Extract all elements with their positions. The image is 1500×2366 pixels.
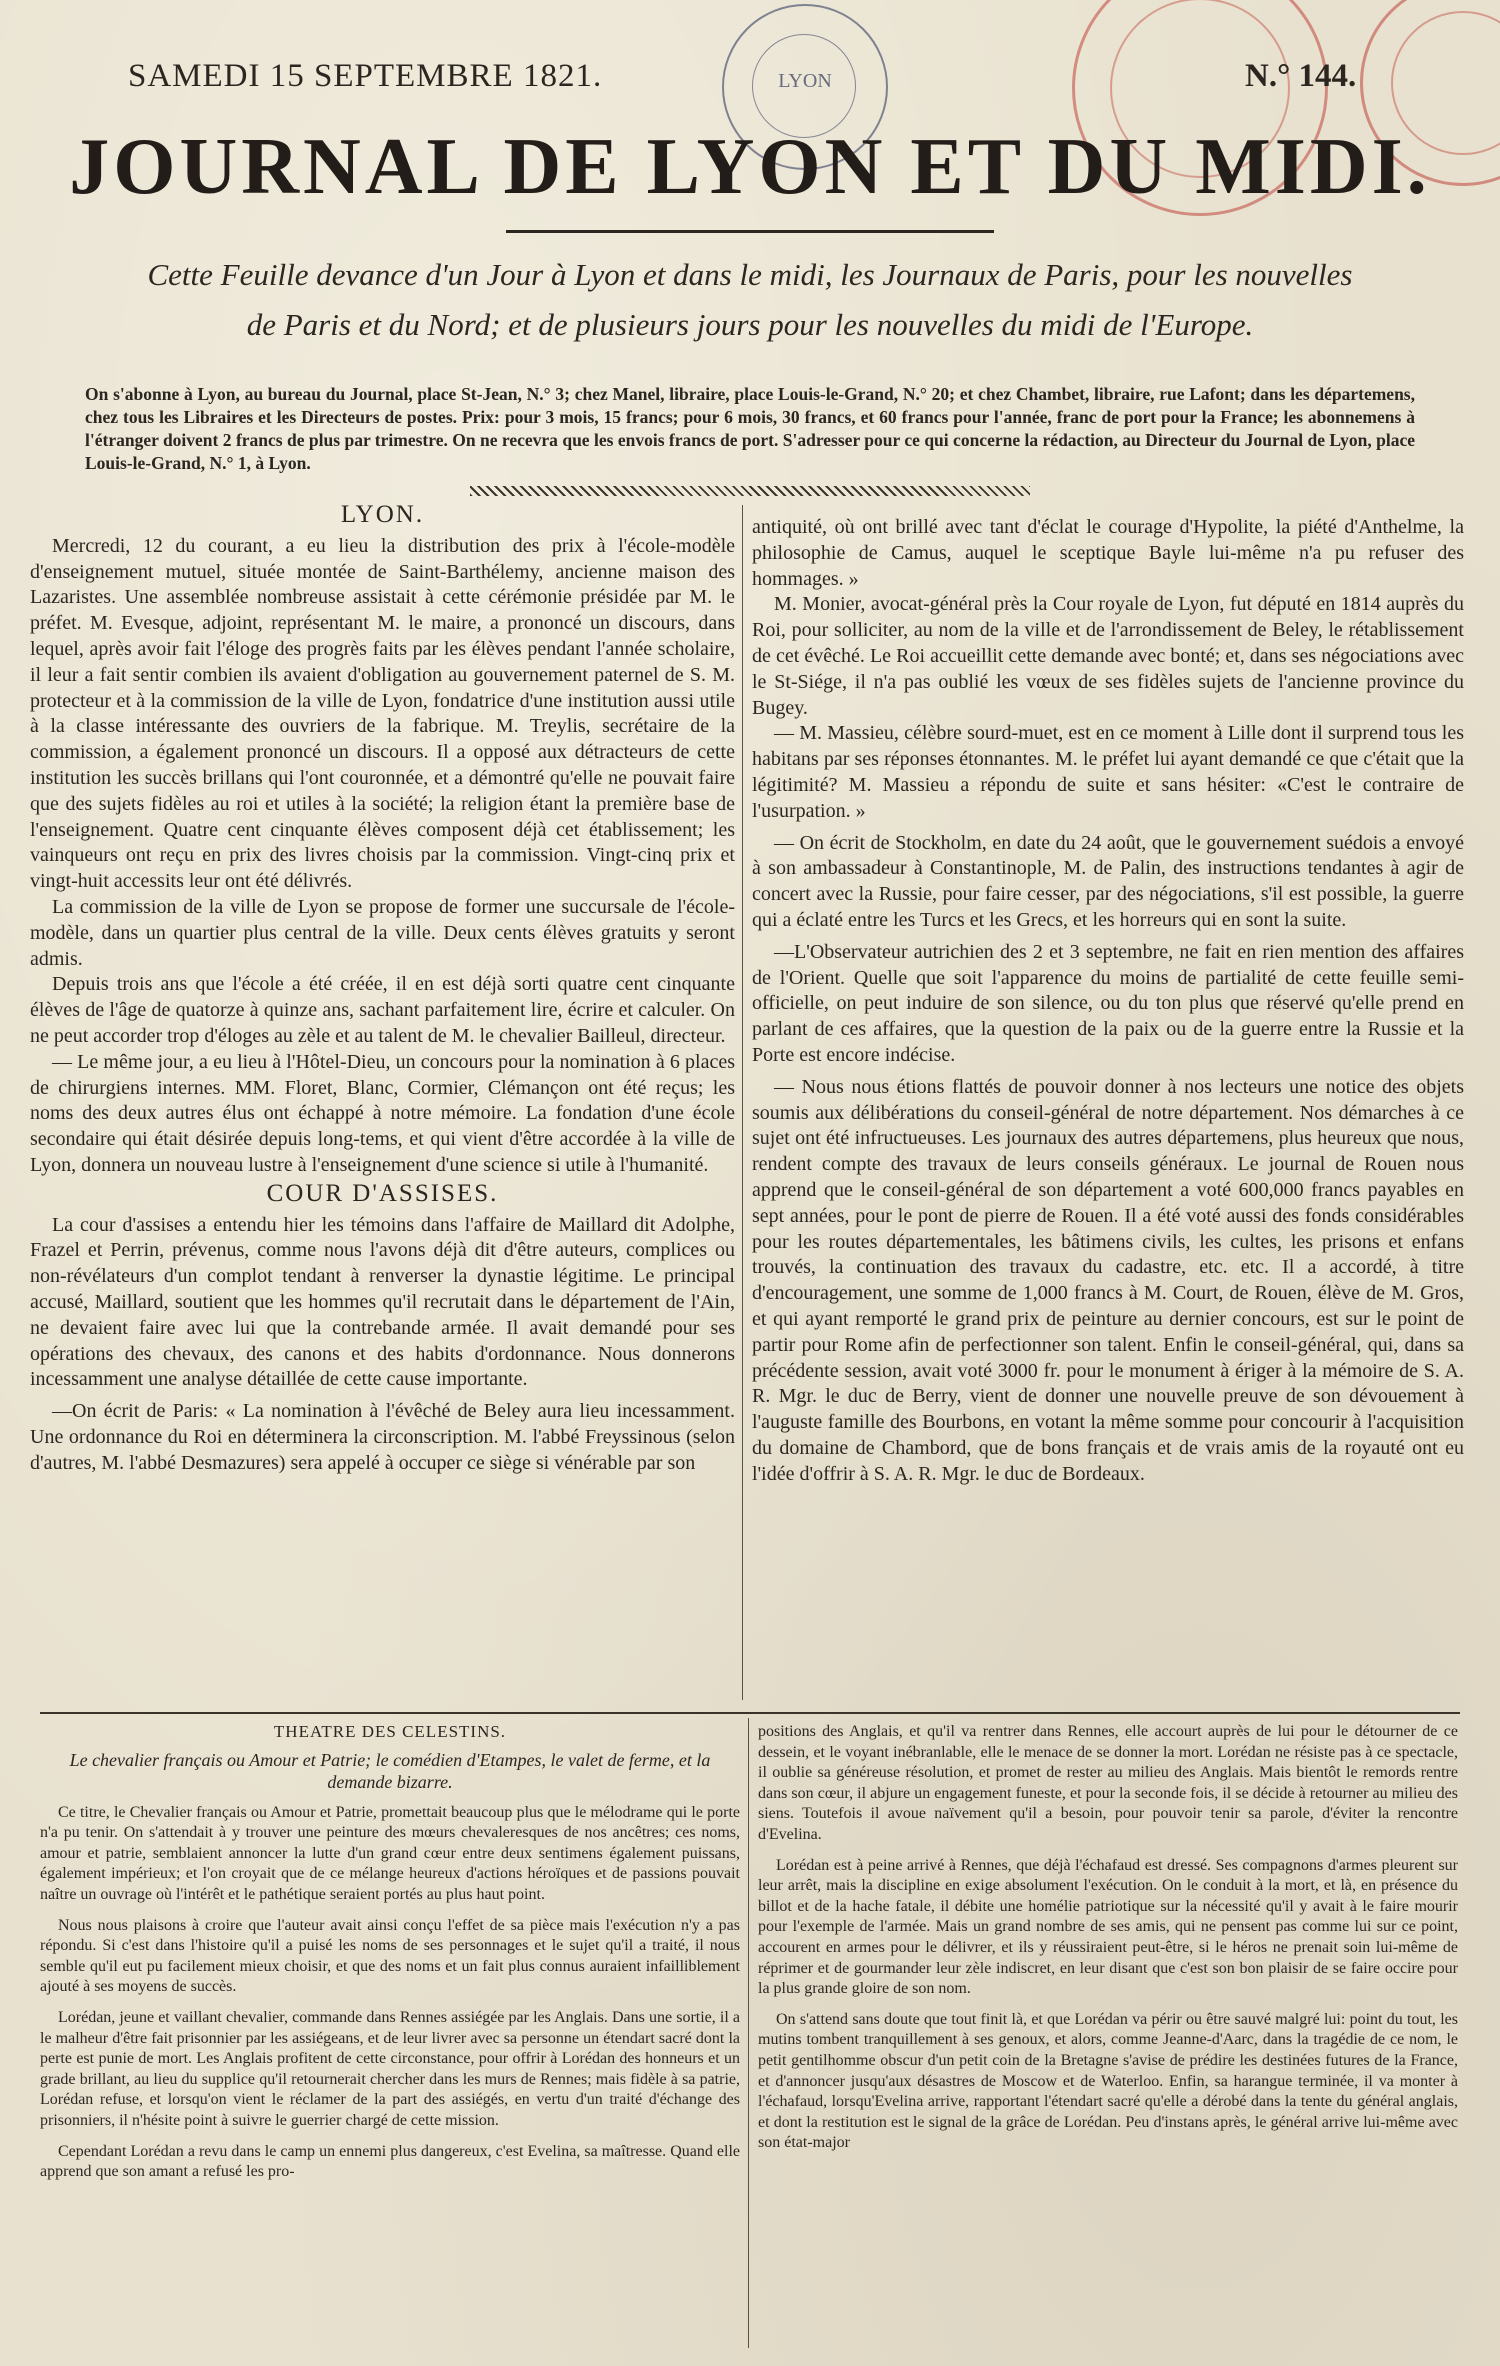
theatre-heading: THEATRE DES CELESTINS. bbox=[273, 1722, 507, 1741]
article-paragraph: M. Monier, avocat-général près la Cour royale de Lyon, fut député en 1814 auprès du Roi, pour solliciter, au nom de la ville et de l'arrondissement de Beley, le rétablissement de cet évêché. Le Roi accueillit cette demande avec bonté; et, dans ses négociations avec le St-Siége, il n'a pas oublié les vœux de ses fidèles sujets de l'ancienne province du Bugey. bbox=[752, 593, 1464, 719]
tagline bbox=[30, 250, 1470, 350]
article-paragraph: La cour d'assises a entendu hier les témoins dans l'affaire de Maillard dit Adolphe, Frazel et Perrin, prévenus, comme nous l'avons déjà dit d'être auteurs, complices ou non-révélateurs d'un complot tendant à renverser la dynastie légitime. Le principal accusé, Maillard, soutient que les hommes qu'il recrutait dans le département de l'Ain, ne devaient faire avec lui que la contrebande armée. Il avait demandé pour ses opérations des chevaux, des canons et des habits d'ordonnance. Nous donnerons incessamment une analyse détaillée de cette cause importante. bbox=[30, 1213, 735, 1391]
article-paragraph: — Nous nous étions flattés de pouvoir donner à nos lecteurs une notice des objets soumis aux délibérations du conseil-général de notre département. Nos démarches à ce sujet ont été infructueuses. Les journaux des autres départemens, plus heureux que nous, rendent compte des travaux de leurs conseils généraux. Le journal de Rouen nous apprend que le conseil-général de son département a voté 600,000 francs payables en sept années, pour le pont de pierre de Rouen. Il a été voté aussi des fonds considérables pour les routes départementales, les bâtimens civils, les cultes, les prisons et enfans trouvés, la continuation des travaux du cadastre, etc. etc. Il a accordé, à titre d'encouragement, une somme de 1,000 francs à M. Court, de Rouen, élève de M. Gros, et qui ayant remporté le grand prix de peinture au dernier concours, est sur le point de partir pour Rome afin de perfectionner son talent. Enfin le conseil-général, qui, dans sa précédente session, avait voté 3000 fr. pour le monument à ériger à la mémoire de S. A. R. Mgr. le duc de Berry, vient de donner une nouvelle preuve de son dévouement à l'auguste famille des Bourbons, en votant la même somme pour concourir à l'acquisition du domaine de Chambord, que de bons français et de vrais amis de la royauté ont eu l'idée d'offrir à S. A. R. Mgr. le duc de Bordeaux. bbox=[752, 1075, 1464, 1485]
left-column bbox=[30, 500, 735, 1476]
article-paragraph: —L'Observateur autrichien des 2 et 3 septembre, ne fait en rien mention des affaires de l'Orient. Quelle que soit l'apparence du moins de partialité de cette feuille semi-officielle, on peut induire de son silence, ou du ton plus que réservé qu'elle prend en parlant de ces affaires, que la question de la paix ou de la guerre entre la Russie et la Porte est encore indécise. bbox=[752, 940, 1464, 1066]
article-paragraph: antiquité, où ont brillé avec tant d'éclat le courage d'Hypolite, la piété d'Anthelme, la philosophie de Camus, auquel le sceptique Bayle lui-même n'a pu refuser des hommages. » bbox=[752, 516, 1464, 590]
review-paragraph: Ce titre, le Chevalier français ou Amour et Patrie, promettait beaucoup plus que le mélodrame qui le porte n'a pu tenir. On s'attendait à y trouver une peinture des mœurs chevaleresques de nos ancêtres; ces noms, amour et patrie, semblaient annoncer la lutte d'un grand cœur entre deux sentimens également puissans, également impérieux; et l'on croyait que de ce mélange heureux d'actions héroïques et de passions pouvait naître un ouvrage où l'intérêt et le pathétique seraient portés au plus haut point. bbox=[40, 1803, 740, 1903]
feuilleton-rule bbox=[40, 1712, 1460, 1714]
article-paragraph: Depuis trois ans que l'école a été créée, il en est déjà sorti quatre cent cinquante élèves de l'âge de quatorze à quinze ans, sachant parfaitement lire, écrire et calculer. On ne peut accorder trop d'éloges au zèle et au talent de M. le chevalier Bailleul, directeur. bbox=[30, 973, 735, 1047]
review-paragraph: positions des Anglais, et qu'il va rentrer dans Rennes, elle accourt auprès de lui pour le détourner de ce dessein, et le voyant inébranlable, elle le menace de se donner la mort. Lorédan ne résiste pas à ce spectacle, il oublie sa généreuse résolution, et promet de rester au milieu des Anglais. Mais bientôt le remords rentre dans son cœur, il abjure un engagement funeste, et pour la seconde fois, il se décide à retourner au milieu des siens. Toutefois il avoue naïvement qu'il a besoin, pour pouvoir tenir sa parole, d'éviter la rencontre d'Evelina. bbox=[758, 1723, 1458, 1843]
title-rule bbox=[506, 230, 994, 233]
theatre-subtitle: Le chevalier français ou Amour et Patrie; le comédien d'Etampes, le valet de ferme, et la demande bizarre. bbox=[69, 1749, 711, 1792]
review-paragraph: On s'attend sans doute que tout finit là, et que Lorédan va périr ou être sauvé malgré lui: point du tout, les mutins tombent tranquillement à ses genoux, et alors, comme Jeanne-d'Aarc, dans la tragédie de ce nom, le petit gentilhomme obscur d'un petit coin de la Bretagne s'avise de prédire les destinées futures de la France, et d'annoncer jusqu'aux désastres de Moscow et de Waterloo. Enfin, sa harangue terminée, il va monter à l'échafaud, lorsqu'Evelina arrive, rapportant l'étendart sacré qu'elle a dérobé dans la tente du général anglais, et dont la restitution est le signal de la grâce de Lorédan. Peu d'instans après, le général arrive lui-même avec son état-major bbox=[758, 2010, 1458, 2152]
review-paragraph: Lorédan, jeune et vaillant chevalier, commande dans Rennes assiégée par les Anglais. Dans une sortie, il a le malheur d'être fait prisonnier par les assiégeans, et de leur livrer avec sa personne un étendart sacré dont la perte est punie de mort. Les Anglais profitent de cette circonstance, pour offrir à Lorédan des honneurs et un grade brillant, au lieu du supplice qu'il retournerait chercher dans les murs de Rennes; mais fidèle à sa patrie, Lorédan refuse, et lorsqu'on vient le réclamer de la part des assiégés, en vertu d'un traité d'échange des prisonniers, il n'hésite point à suivre le guerrier chargé de cette mission. bbox=[40, 2008, 740, 2129]
feuilleton-right bbox=[758, 1722, 1458, 2154]
section-heading-cour-assises: COUR D'ASSISES. bbox=[266, 1179, 499, 1207]
article-paragraph: — On écrit de Stockholm, en date du 24 août, que le gouvernement suédois a envoyé à son ambassadeur à Constantinople, M. de Palin, des instructions tendantes à agir de concert avec la Russie, pour faire cesser, par des négociations, s'il est possible, la guerre qui a éclaté entre les Turcs et les Grecs, et les horreurs qui en sont la suite. bbox=[752, 831, 1464, 931]
tagline-line-2: de Paris et du Nord; et de plusieurs jours pour les nouvelles du midi de l'Europe. bbox=[246, 307, 1254, 342]
library-stamp-text: LYON bbox=[778, 70, 832, 92]
article-paragraph: — Le même jour, a eu lieu à l'Hôtel-Dieu, un concours pour la nomination à 6 places de chirurgiens internes. MM. Floret, Blanc, Cormier, Clémançon ont été reçus; les noms des deux autres élus ont échappé à notre mémoire. La fondation d'une école secondaire qui était désirée depuis long-tems, et qui vient d'être accordée à la ville de Lyon, donnera un nouveau lustre à l'enseignement d'une science si utile à l'humanité. bbox=[30, 1050, 735, 1176]
review-paragraph: Nous nous plaisons à croire que l'auteur avait ainsi conçu l'effet de sa pièce mais l'exécution n'y a pas répondu. Si c'est dans l'histoire qu'il a puisé les noms de ses personnages et le sujet qu'il a traité, il nous semble qu'il eut pu facilement mieux choisir, et que des noms et un fait plus connus auraient infailliblement ajouté à ses moyens de succès. bbox=[40, 1916, 740, 1996]
ornamental-rule bbox=[470, 486, 1030, 496]
issue-number: N.° 144. bbox=[1245, 58, 1357, 94]
article-paragraph: —On écrit de Paris: « La nomination à l'évêché de Beley aura lieu incessamment. Une ordonnance du Roi en déterminera la circonscription. M. l'abbé Freyssinous (selon d'autres, M. l'abbé Desmazures) sera appelé à occuper ce siège si vénérable par son bbox=[30, 1400, 735, 1474]
newspaper-title: JOURNAL DE LYON ET DU MIDI. bbox=[69, 123, 1431, 211]
right-column bbox=[752, 515, 1464, 1487]
article-paragraph: Mercredi, 12 du courant, a eu lieu la distribution des prix à l'école-modèle d'enseignement mutuel, située montée de Saint-Barthélemy, ancienne maison des Lazaristes. Une assemblée nombreuse assistait à cette cérémonie présidée par M. le préfet. M. Evesque, adjoint, représentant M. le maire, a prononcé un discours, dans lequel, après avoir fait l'éloge des progrès faits par les élèves pendant l'année scholaire, il leur a fait sentir combien ils avaient d'obligation au gouvernement paternel de S. M. protecteur et à la commission de la ville de Lyon, fondatrice d'une institution aussi utile à la classe intéressante des ouvriers de la fabrique. M. Treylis, secrétaire de la commission, a également prononcé un discours. Il a opposé aux détracteurs de cette institution les succès brillans qui l'ont couronnée, et a démontré qu'elle ne pouvait faire que des sujets fidèles au roi et utiles à la société; la religion étant la première base de l'enseignement. Quatre cent cinquante élèves composent déjà cet établissement; les vainqueurs ont reçu en prix des livres choisis par la commission. Vingt-cinq prix et vingt-huit accessits leur ont été délivrés. bbox=[30, 534, 735, 893]
subscription-notice: On s'abonne à Lyon, au bureau du Journal, place St-Jean, N.° 3; chez Manel, libraire, place Louis-le-Grand, N.° 20; et chez Chambet, libraire, rue Lafont; dans les départemens, chez tous les Libraires et les Directeurs de postes. Prix: pour 3 mois, 15 francs; pour 6 mois, 30 francs, et 60 francs pour l'année, franc de port pour la France; les abonnemens à l'étranger doivent 2 francs de plus par trimestre. On ne recevra que les envois francs de port. S'adresser pour ce qui concerne la rédaction, au Directeur du Journal de Lyon, place Louis-le-Grand, N.° 1, à Lyon. bbox=[85, 384, 1415, 473]
feuilleton-left bbox=[40, 1722, 740, 2183]
review-paragraph: Cependant Lorédan a revu dans le camp un ennemi plus dangereux, c'est Evelina, sa maîtresse. Quand elle apprend que son amant a refusé les pro- bbox=[40, 2142, 740, 2181]
article-paragraph: — M. Massieu, célèbre sourd-muet, est en ce moment à Lille dont il surprend tous les habitans par ses réponses étonnantes. M. le préfet lui ayant demandé ce que c'était que la légitimité? M. Massieu a répondu de suite et sans hésiter: «C'est le contraire de l'usurpation. » bbox=[752, 722, 1464, 822]
column-divider bbox=[742, 505, 743, 1700]
section-heading-lyon: LYON. bbox=[340, 501, 425, 528]
feuilleton-divider bbox=[748, 1718, 749, 2348]
review-paragraph: Lorédan est à peine arrivé à Rennes, que déjà l'échafaud est dressé. Ses compagnons d'armes pleurent sur leur arrêt, mais la discipline en exige absolument l'exécution. On le conduit à la mort, et là, en présence du billot et de la hache fatale, il débite une homélie patriotique sur la nécessité qu'il y avait à le faire mourir pour l'exemple de l'armée. Mais un grand nombre de ses amis, qui ne pensent pas comme lui sur ce point, accourent en armes pour le délivrer, et ils y réussiraient peut-être, si le héros ne prenait soin lui-même de réprimer et de gourmander leur zèle indiscret, en leur disant que c'est son bon plaisir de se faire occire pour la plus grande gloire de son nom. bbox=[758, 1856, 1458, 1998]
article-paragraph: La commission de la ville de Lyon se propose de former une succursale de l'école-modèle, dans un quartier plus central de la ville. Deux cents élèves gratuits y seront admis. bbox=[30, 895, 735, 970]
tagline-line-1: Cette Feuille devance d'un Jour à Lyon et dans le midi, les Journaux de Paris, pour les nouvelles bbox=[147, 257, 1353, 292]
issue-date: SAMEDI 15 SEPTEMBRE 1821. bbox=[128, 58, 603, 94]
